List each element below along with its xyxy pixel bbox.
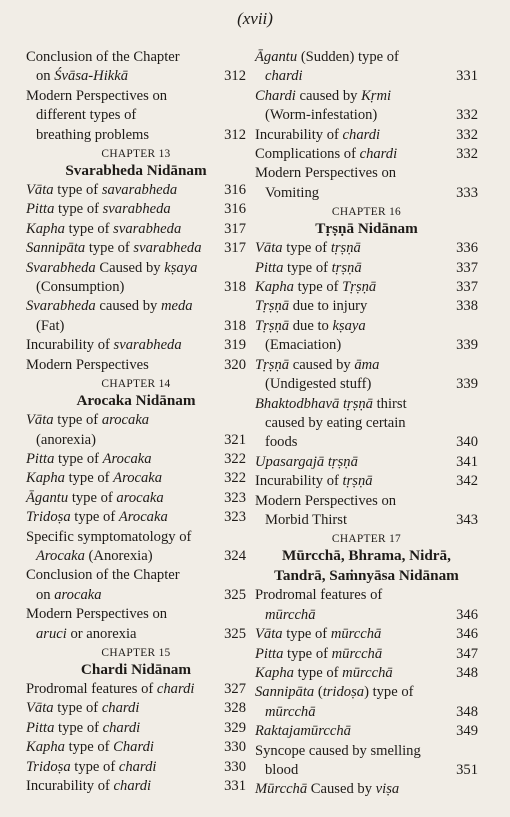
toc-page-number: 348 bbox=[456, 664, 478, 681]
toc-entry bbox=[26, 508, 246, 527]
toc-entry-text: mūrcchā bbox=[265, 703, 316, 720]
toc-entry-text: on arocaka bbox=[36, 586, 102, 603]
toc-page-number: 330 bbox=[224, 758, 246, 775]
toc-entry-text: Modern Perspectives bbox=[26, 356, 149, 373]
toc-page-number: 339 bbox=[456, 376, 478, 393]
toc-entry bbox=[26, 336, 246, 355]
toc-page-number: 351 bbox=[456, 762, 478, 778]
toc-entry-text: Tṛṣṇā due to injury bbox=[255, 298, 368, 315]
toc-column-left bbox=[26, 48, 246, 796]
toc-entry-text: foods bbox=[265, 434, 298, 451]
toc-entry bbox=[255, 492, 478, 531]
toc-page-number: 331 bbox=[224, 778, 246, 794]
toc-entry-text: chardi bbox=[265, 68, 303, 85]
chapter-title-line: Arocaka Nidānam bbox=[76, 392, 196, 410]
toc-page-number: 318 bbox=[224, 317, 246, 334]
page-number: (xvii) bbox=[237, 9, 273, 28]
toc-entry bbox=[255, 722, 478, 741]
toc-entry bbox=[255, 683, 478, 722]
toc-entry-text: Kapha type of Arocaka bbox=[26, 470, 163, 487]
toc-entry-text: Complications of chardi bbox=[255, 146, 398, 163]
toc-entry bbox=[26, 719, 246, 738]
toc-page-number: 341 bbox=[456, 453, 478, 470]
toc-entry-text: Kapha type of svarabheda bbox=[26, 220, 182, 237]
toc-page-number: 338 bbox=[456, 298, 478, 315]
toc-entry bbox=[26, 680, 246, 699]
toc-entry-text: Conclusion of the Chapter bbox=[26, 49, 180, 65]
toc-page-number: 321 bbox=[224, 431, 246, 448]
toc-entry-text: Incurability of chardi bbox=[255, 126, 381, 143]
toc-entry bbox=[26, 738, 246, 757]
toc-page-number: 339 bbox=[456, 337, 478, 354]
toc-entry-text: Sannipāta (tridoṣa) type of bbox=[255, 684, 414, 701]
toc-entry-text: Svarabheda caused by meda bbox=[26, 298, 193, 315]
toc-entry bbox=[26, 528, 246, 567]
toc-page-number: 325 bbox=[224, 625, 246, 642]
toc-page-number: 333 bbox=[456, 184, 478, 201]
toc-entry bbox=[26, 87, 246, 145]
toc-entry-text: Vāta type of tṛṣṇā bbox=[255, 240, 361, 257]
toc-page-number: 337 bbox=[456, 279, 478, 296]
toc-entry bbox=[255, 145, 478, 164]
toc-page-number: 346 bbox=[456, 606, 478, 623]
toc-page-number: 316 bbox=[224, 201, 246, 218]
chapter-title bbox=[255, 546, 478, 586]
toc-entry bbox=[255, 48, 478, 87]
toc-entry-text: Tridoṣa type of Arocaka bbox=[26, 509, 168, 526]
toc-entry-text: Arocaka (Anorexia) bbox=[36, 547, 153, 564]
toc-entry bbox=[26, 297, 246, 336]
chapter-title bbox=[26, 391, 246, 411]
toc-entry-text: Prodromal features of bbox=[255, 587, 383, 604]
toc-entry bbox=[26, 259, 246, 298]
chapter-title-line: Mūrcchā, Bhrama, Nidrā, bbox=[282, 547, 451, 565]
toc-entry-text: Pitta type of mūrcchā bbox=[255, 645, 383, 662]
toc-entry bbox=[255, 586, 478, 625]
toc-entry bbox=[255, 395, 478, 453]
chapter-label: CHAPTER 13 bbox=[101, 148, 171, 161]
toc-page-number: 320 bbox=[224, 356, 246, 373]
toc-entry bbox=[255, 239, 478, 258]
toc-entry-text: Kapha type of Chardi bbox=[26, 739, 154, 756]
toc-entry-text: Prodromal features of chardi bbox=[26, 680, 195, 697]
toc-entry bbox=[26, 356, 246, 375]
toc-page-number: 337 bbox=[456, 259, 478, 276]
toc-entry bbox=[26, 566, 246, 605]
toc-entry bbox=[255, 780, 478, 799]
toc-page-number: 332 bbox=[456, 126, 478, 143]
toc-entry bbox=[255, 297, 478, 316]
toc-entry-text: Syncope caused by smelling bbox=[255, 742, 421, 759]
chapter-title-line: Chardi Nidānam bbox=[80, 660, 192, 678]
chapter-title bbox=[26, 660, 246, 680]
toc-entry-text: aruci or anorexia bbox=[36, 625, 137, 642]
toc-entry bbox=[255, 126, 478, 145]
toc-page-number: 312 bbox=[224, 126, 246, 143]
toc-page-number: 327 bbox=[224, 680, 246, 697]
toc-entry bbox=[26, 489, 246, 508]
toc-page-number: 330 bbox=[224, 739, 246, 756]
toc-page-number: 319 bbox=[224, 337, 246, 354]
chapter-title bbox=[26, 161, 246, 181]
toc-page-number: 343 bbox=[456, 511, 478, 528]
toc-entry-text: Pitta type of chardi bbox=[26, 719, 141, 736]
toc-entry bbox=[255, 453, 478, 472]
toc-entry-text: (Fat) bbox=[36, 317, 65, 334]
toc-page-number: 318 bbox=[224, 279, 246, 296]
toc-page-number: 349 bbox=[456, 723, 478, 740]
toc-entry bbox=[255, 664, 478, 683]
toc-page-number: 340 bbox=[456, 434, 478, 451]
toc-page-number: 347 bbox=[456, 645, 478, 662]
chapter-label: CHAPTER 15 bbox=[101, 646, 171, 659]
toc-entry-text: Modern Perspectives on bbox=[255, 165, 397, 182]
toc-page-number: 312 bbox=[224, 68, 246, 85]
toc-entry-text: mūrcchā bbox=[265, 606, 316, 623]
toc-entry-text: Incurability of chardi bbox=[26, 778, 152, 794]
toc-entry bbox=[255, 317, 478, 356]
toc-entry-text: different types of bbox=[36, 107, 137, 124]
toc-page-number: 322 bbox=[224, 470, 246, 487]
toc-entry bbox=[26, 239, 246, 258]
toc-entry-text: Mūrcchā Caused by viṣa bbox=[255, 781, 400, 798]
toc-entry-text: Conclusion of the Chapter bbox=[26, 567, 180, 584]
toc-entry-text: on Śvāsa-Hikkā bbox=[36, 68, 129, 85]
chapter-title bbox=[255, 219, 478, 239]
toc-entry-text: Kapha type of Tṛṣṇā bbox=[255, 279, 377, 296]
toc-entry bbox=[26, 200, 246, 219]
toc-entry-text: Incurability of tṛṣṇā bbox=[255, 473, 373, 490]
chapter-label: CHAPTER 17 bbox=[331, 533, 402, 546]
toc-entry-text: (Emaciation) bbox=[265, 337, 342, 354]
toc-entry-text: (Undigested stuff) bbox=[265, 376, 372, 393]
toc-entry bbox=[26, 605, 246, 644]
toc-entry bbox=[26, 220, 246, 239]
toc-entry bbox=[255, 87, 478, 126]
toc-page-number: 325 bbox=[224, 586, 246, 603]
toc-entry-text: blood bbox=[265, 762, 299, 778]
toc-entry-text: Sannipāta type of svarabheda bbox=[26, 240, 202, 257]
toc-entry bbox=[255, 259, 478, 278]
toc-entry bbox=[255, 356, 478, 395]
toc-entry bbox=[26, 777, 246, 796]
toc-entry-text: Tṛṣṇā due to kṣaya bbox=[255, 317, 366, 334]
chapter-label: CHAPTER 14 bbox=[101, 378, 171, 391]
toc-page-number: 332 bbox=[456, 146, 478, 163]
toc-entry-text: (anorexia) bbox=[36, 431, 96, 448]
toc-entry bbox=[26, 48, 246, 87]
toc-page-number: 329 bbox=[224, 719, 246, 736]
toc-page-number: 322 bbox=[224, 450, 246, 467]
toc-entry-text: Āgantu (Sudden) type of bbox=[255, 49, 399, 65]
toc-page-number: 323 bbox=[224, 509, 246, 526]
toc-entry bbox=[255, 472, 478, 491]
toc-entry-text: Pitta type of svarabheda bbox=[26, 201, 171, 218]
chapter-title-line: Tandrā, Saṁnyāsa Nidānam bbox=[274, 567, 459, 585]
toc-entry bbox=[26, 699, 246, 718]
chapter-label: CHAPTER 16 bbox=[331, 206, 402, 219]
toc-entry-text: Svarabheda Caused by kṣaya bbox=[26, 259, 198, 276]
toc-entry-text: Vāta type of mūrcchā bbox=[255, 626, 382, 643]
chapter-title-line: Tṛṣṇā Nidānam bbox=[315, 220, 418, 238]
toc-entry bbox=[255, 278, 478, 297]
toc-entry-text: Chardi caused by Kṛmi bbox=[255, 87, 392, 104]
toc-page-number: 328 bbox=[224, 700, 246, 717]
toc-entry-text: Vāta type of savarabheda bbox=[26, 182, 178, 199]
toc-entry bbox=[26, 469, 246, 488]
toc-page-number: 346 bbox=[456, 626, 478, 643]
toc-entry-text: Specific symptomatology of bbox=[26, 528, 192, 545]
toc-entry-text: (Worm-infestation) bbox=[265, 107, 378, 124]
toc-page-number: 348 bbox=[456, 703, 478, 720]
toc-entry-text: Tridoṣa type of chardi bbox=[26, 758, 157, 775]
toc-page-number: 324 bbox=[224, 547, 246, 564]
toc-entry bbox=[26, 758, 246, 777]
toc-page-number: 323 bbox=[224, 489, 246, 506]
toc-entry-text: Modern Perspectives on bbox=[26, 606, 168, 623]
toc-entry bbox=[26, 181, 246, 200]
chapter-title-line: Svarabheda Nidānam bbox=[65, 162, 207, 180]
toc-entry-text: caused by eating certain bbox=[265, 414, 406, 431]
toc-entry-text: Morbid Thirst bbox=[265, 511, 348, 528]
toc-entry-text: Modern Perspectives on bbox=[26, 87, 168, 104]
toc-entry-text: Kapha type of mūrcchā bbox=[255, 664, 393, 681]
toc-entry bbox=[255, 645, 478, 664]
toc-entry-text: Tṛṣṇā caused by āma bbox=[255, 356, 380, 373]
toc-entry bbox=[255, 625, 478, 644]
toc-page-number: 317 bbox=[224, 240, 246, 257]
toc-entry bbox=[26, 450, 246, 469]
toc-entry-text: Pitta type of Arocaka bbox=[26, 450, 152, 467]
toc-entry-text: Āgantu type of arocaka bbox=[26, 489, 164, 506]
toc-column-right bbox=[255, 48, 478, 800]
toc-page-number: 317 bbox=[224, 220, 246, 237]
toc-entry-text: Vāta type of arocaka bbox=[26, 412, 150, 429]
toc-entry-text: Pitta type of tṛṣṇā bbox=[255, 259, 362, 276]
toc-entry bbox=[255, 164, 478, 203]
toc-entry-text: Upasargajā tṛṣṇā bbox=[255, 453, 358, 470]
toc-entry-text: Incurability of svarabheda bbox=[26, 337, 182, 354]
toc-entry bbox=[26, 411, 246, 450]
toc-page-number: 316 bbox=[224, 182, 246, 199]
toc-page-number: 332 bbox=[456, 107, 478, 124]
toc-entry-text: (Consumption) bbox=[36, 279, 125, 296]
toc-entry-text: Raktajamūrcchā bbox=[255, 723, 351, 740]
toc-entry bbox=[255, 742, 478, 781]
toc-page-number: 331 bbox=[456, 68, 478, 85]
toc-entry-text: Modern Perspectives on bbox=[255, 492, 397, 509]
toc-page-number: 336 bbox=[456, 240, 478, 257]
toc-entry-text: Vomiting bbox=[265, 184, 320, 201]
toc-entry-text: Vāta type of chardi bbox=[26, 700, 140, 717]
toc-page-number: 342 bbox=[456, 473, 478, 490]
toc-entry-text: Bhaktodbhavā tṛṣṇā thirst bbox=[255, 395, 407, 412]
toc-entry-text: breathing problems bbox=[36, 126, 150, 143]
